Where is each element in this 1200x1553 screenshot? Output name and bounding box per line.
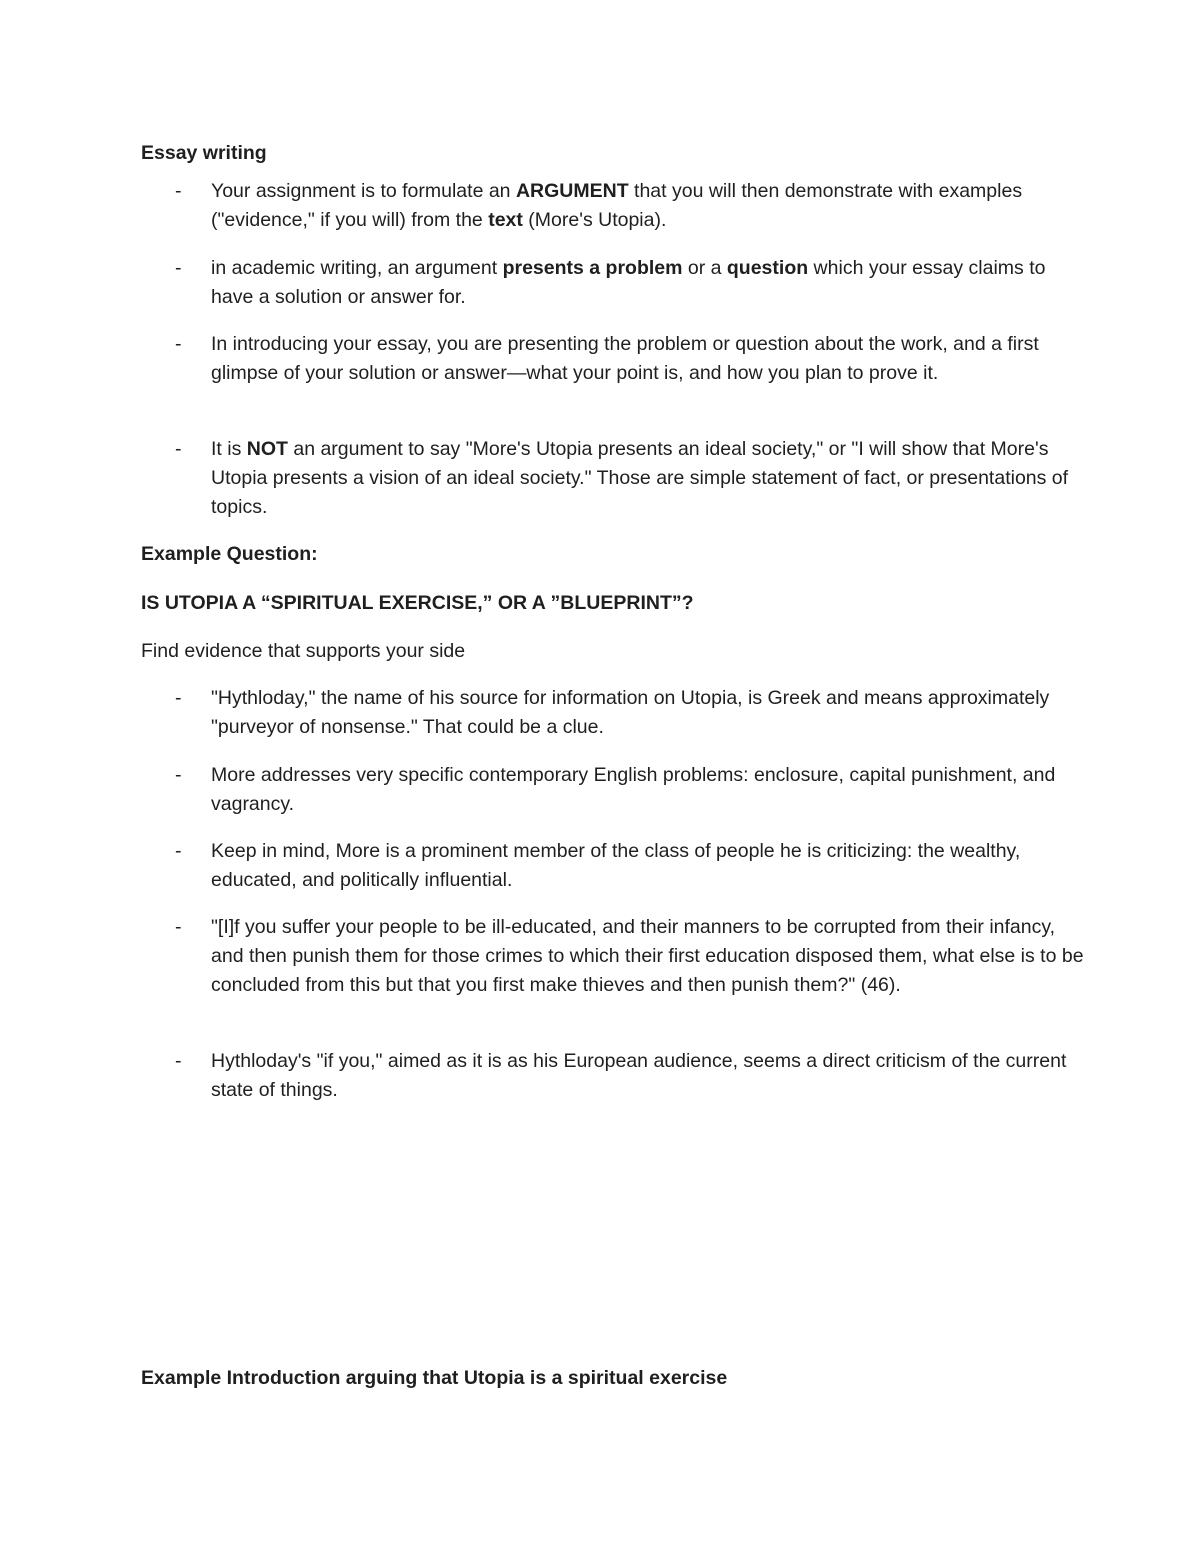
find-evidence-text: Find evidence that supports your side <box>141 640 466 662</box>
heading-example-introduction: Example Introduction arguing that Utopia is a spiritual exercise <box>141 1367 728 1389</box>
example-question-text: IS UTOPIA A “SPIRITUAL EXERCISE,” OR A ”BLUEPRINT”? <box>141 592 694 614</box>
bullet-dash: - <box>175 687 182 709</box>
heading-essay-writing: Essay writing <box>141 142 267 164</box>
bullet-text: It is NOT an argument to say "More's Utopia presents an ideal society," or "I will show that More's Utopia presents a vision of an ideal society." Those are simple statement of fact, or presentations of topics. <box>211 438 1069 518</box>
bullet-text: "Hythloday," the name of his source for information on Utopia, is Greek and means approximately "purveyor of nonsense." That could be a clue. <box>211 687 1050 738</box>
bullet-dash: - <box>175 916 182 938</box>
bullet-dash: - <box>175 764 182 786</box>
bullet-text: Your assignment is to formulate an ARGUMENT that you will then demonstrate with examples ("evidence," if you will) from the text (More's Utopia). <box>211 180 1023 231</box>
bullet-dash: - <box>175 180 182 202</box>
bullet-text: Hythloday's "if you," aimed as it is as his European audience, seems a direct criticism of the current state of things. <box>211 1050 1067 1101</box>
bullet-text: "[I]f you suffer your people to be ill-educated, and their manners to be corrupted from their infancy, and then punish them for those crimes to which their first education disposed them, what else is to be concluded from this but that you first make thieves and then punish them?" (46). <box>211 916 1084 996</box>
bullet-dash: - <box>175 1050 182 1072</box>
bullet-text: More addresses very specific contemporary English problems: enclosure, capital punishment, and vagrancy. <box>211 764 1056 815</box>
heading-example-question: Example Question: <box>141 543 318 565</box>
bullet-text: In introducing your essay, you are presenting the problem or question about the work, and a first glimpse of your solution or answer—what your point is, and how you plan to prove it. <box>211 333 1039 384</box>
bullet-dash: - <box>175 257 182 279</box>
bullet-dash: - <box>175 333 182 355</box>
bullet-dash: - <box>175 840 182 862</box>
bullet-text: in academic writing, an argument presents a problem or a question which your essay claims to have a solution or answer for. <box>211 257 1046 308</box>
bullet-text: Keep in mind, More is a prominent member of the class of people he is criticizing: the wealthy, educated, and politically influential. <box>211 840 1021 891</box>
bullet-dash: - <box>175 438 182 460</box>
